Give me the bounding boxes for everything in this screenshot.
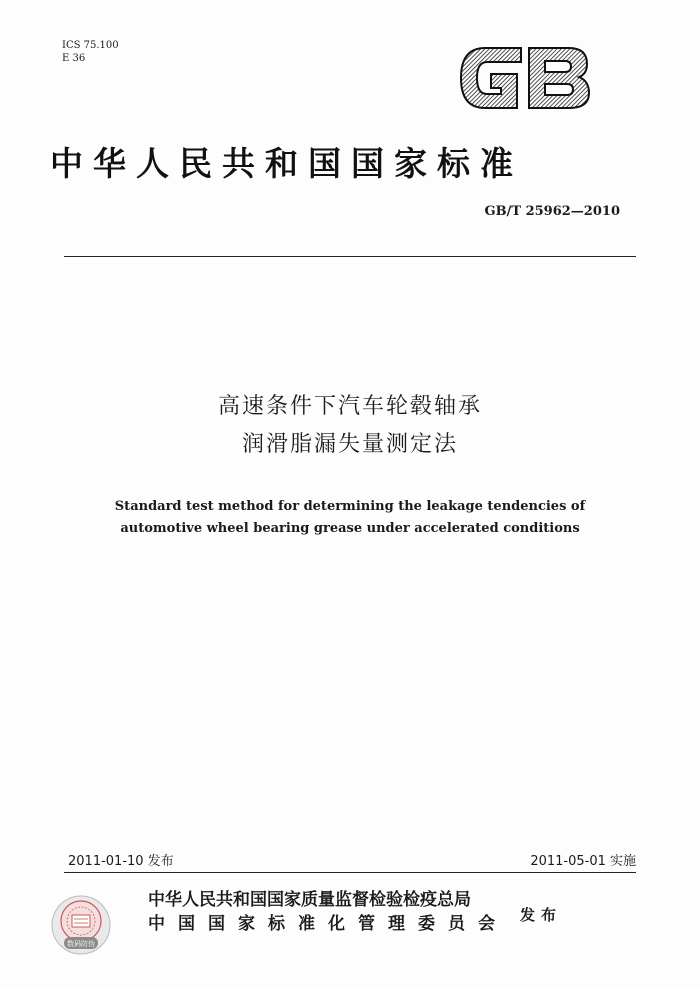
chinese-title-line-2: 润滑脂漏失量测定法 — [241, 432, 458, 457]
publisher-aqsiq: 中华人民共和国国家质量监督检验检疫总局 — [148, 890, 471, 910]
standard-number: GB/T 25962—2010 — [484, 204, 620, 219]
english-title — [0, 496, 700, 540]
anti-counterfeit-seal-icon — [50, 894, 112, 956]
english-title-line-1: Standard test method for determining the leakage tendencies of — [114, 499, 586, 514]
chinese-title-line-1: 高速条件下汽车轮毂轴承 — [217, 394, 482, 419]
seal-label: 数码防伪 — [67, 940, 95, 948]
ics-code: ICS 75.100 — [62, 40, 119, 51]
gb-standard-logo-icon — [455, 40, 595, 116]
publishers — [148, 888, 508, 936]
ccs-code: E 36 — [62, 53, 86, 64]
classification-codes — [62, 39, 119, 65]
issued-label: 发布 — [520, 906, 563, 924]
header-divider — [64, 256, 636, 257]
issue-date: 2011-01-10 发布 — [68, 854, 174, 869]
english-title-line-2: automotive wheel bearing grease under accelerated conditions — [120, 521, 580, 536]
chinese-title — [0, 388, 700, 464]
implementation-date: 2011-05-01 实施 — [530, 854, 636, 869]
publisher-sac: 中国国家标准化管理委员会 — [148, 914, 508, 934]
footer-divider — [64, 872, 636, 873]
standard-category-title: 中华人民共和国国家标准 — [50, 144, 523, 183]
